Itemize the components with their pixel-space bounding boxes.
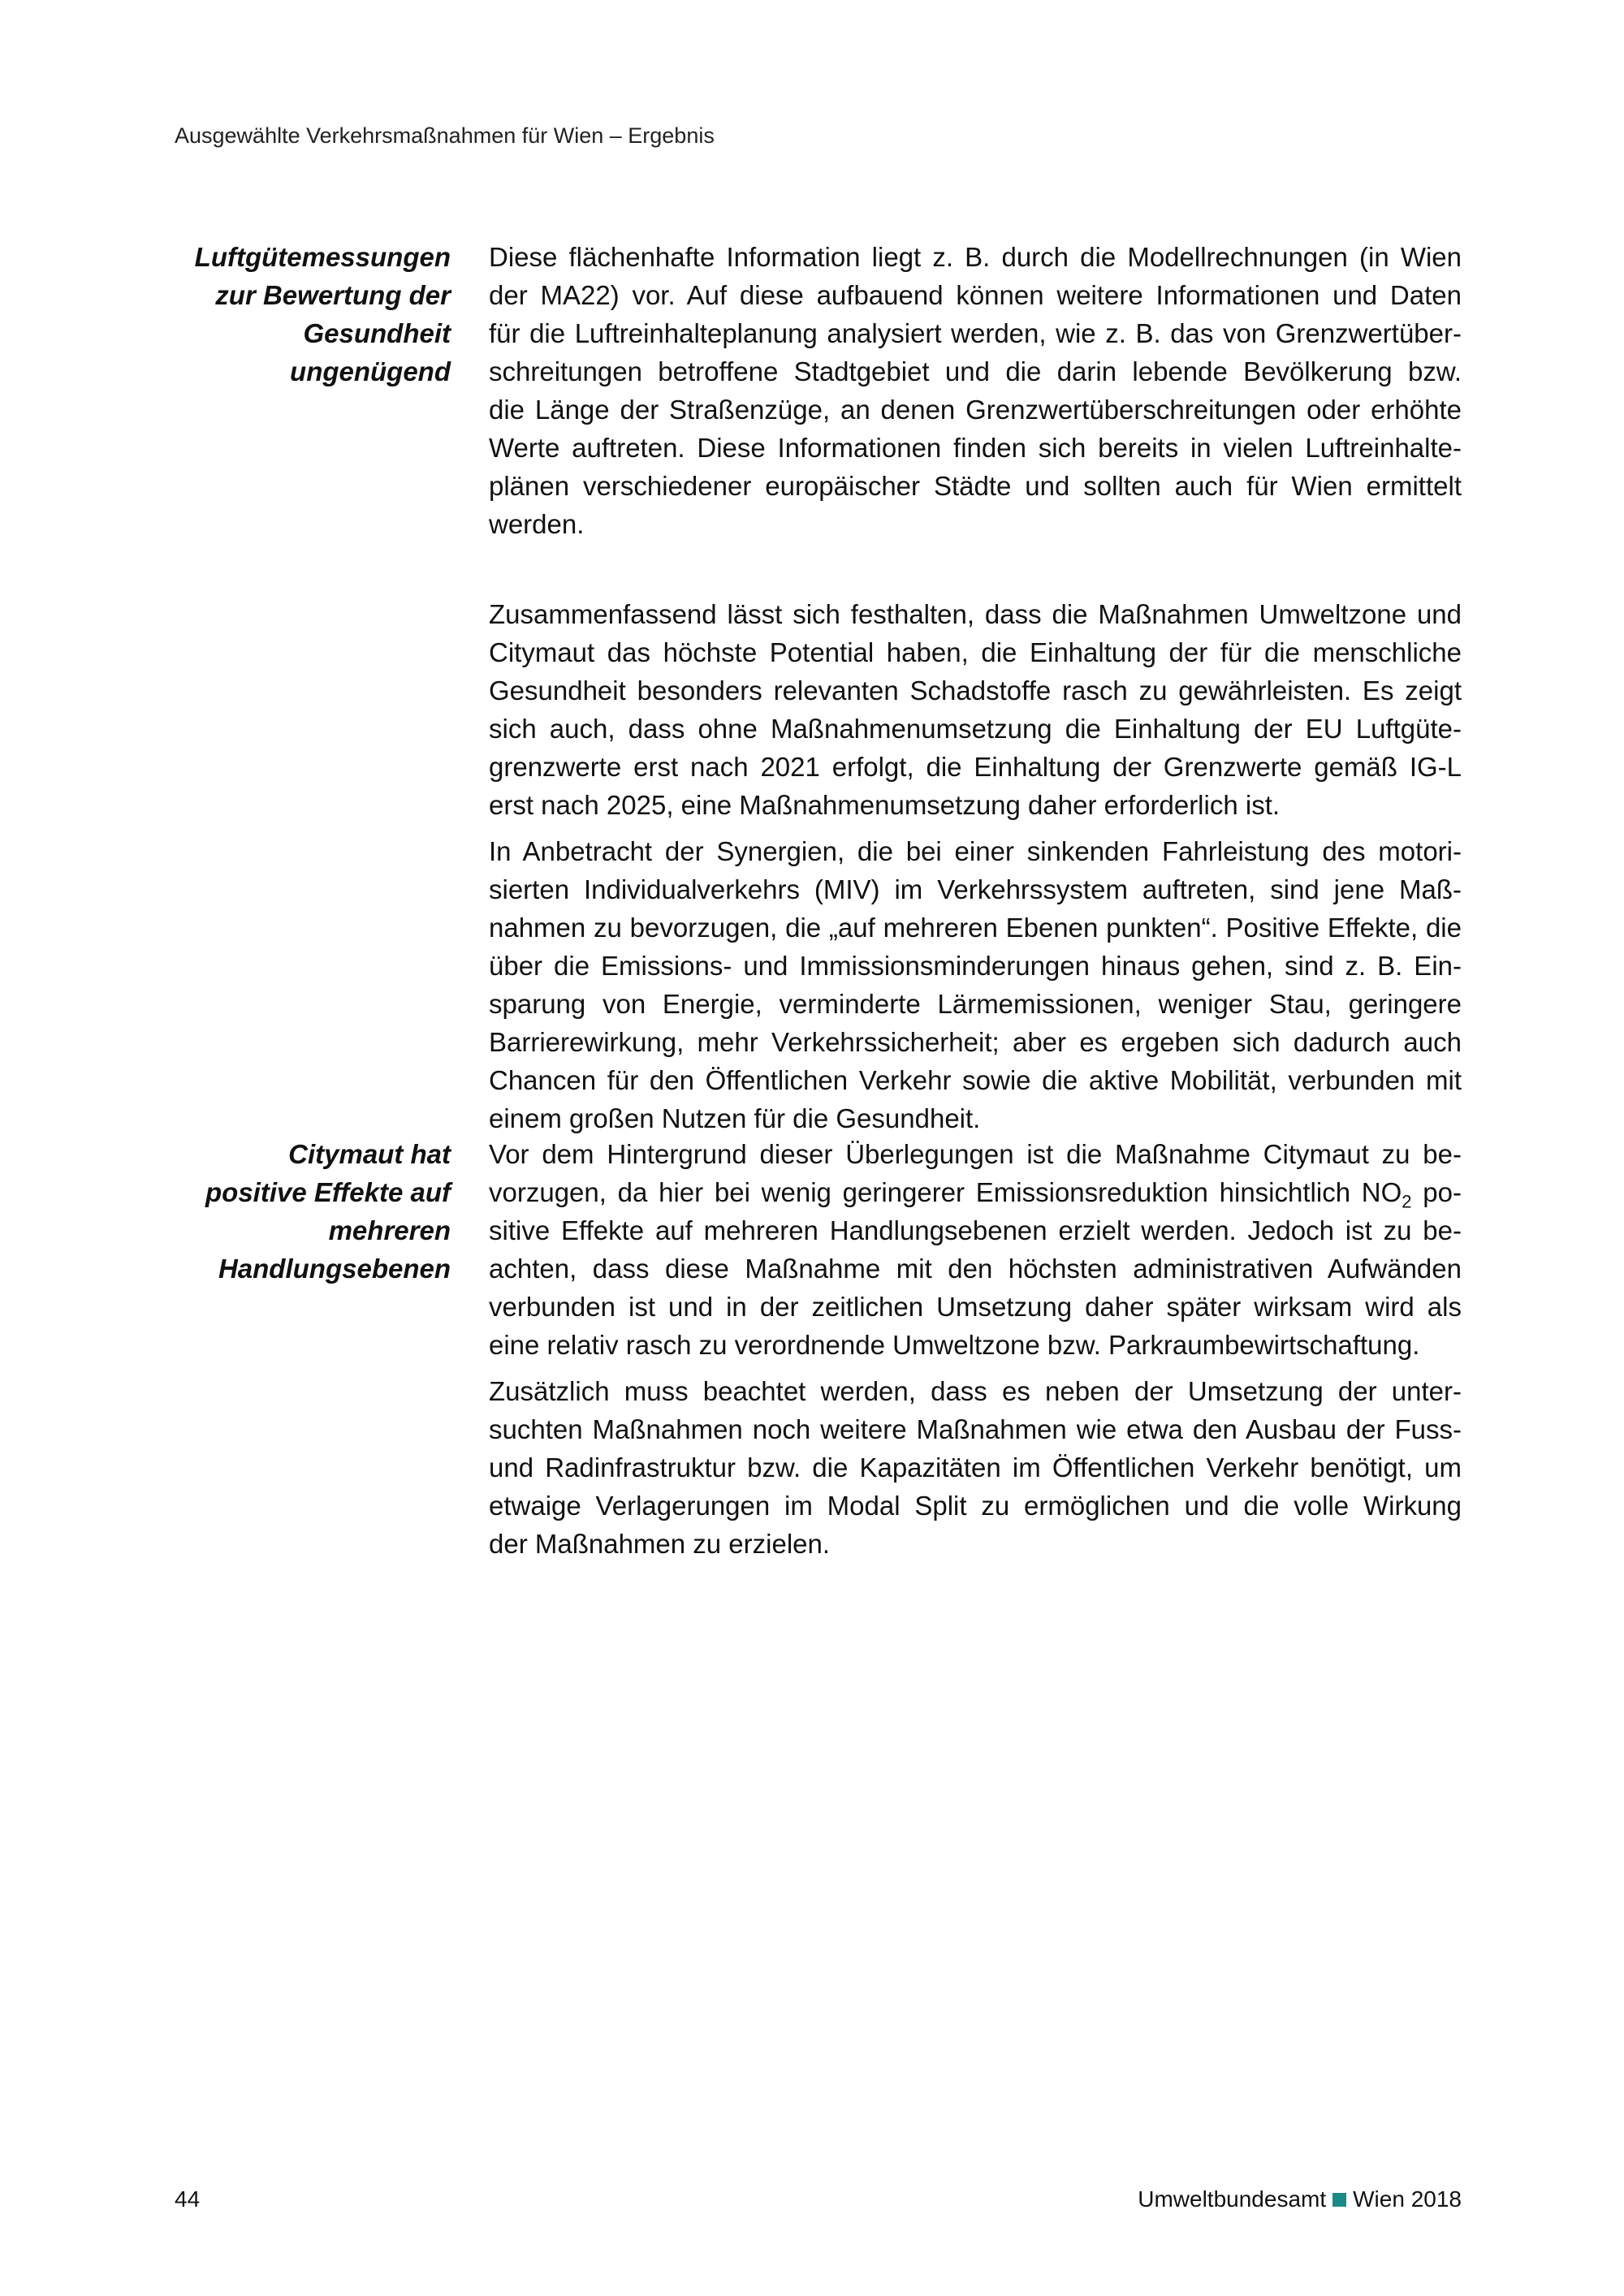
text-line: erst nach 2025, eine Maßnahmenumsetzung daher erforderlich ist.: [489, 790, 1281, 820]
text-line: Zusätzlich muss beachtet werden, dass es neben der Umsetzung der unter-: [489, 1376, 1462, 1406]
margin-note-line: Gesundheit: [303, 318, 451, 348]
text-line: grenzwerte erst nach 2021 erfolgt, die Einhaltung der Grenzwerte gemäß IG-L: [489, 752, 1462, 782]
text-line: Citymaut das höchste Potential haben, die Einhaltung der für die menschliche: [489, 637, 1462, 667]
footer-publisher: [1138, 2186, 1462, 2212]
margin-note-line: Luftgütemessungen: [194, 242, 451, 272]
paragraph-1: [489, 238, 1462, 543]
edition-label: Wien 2018: [1353, 2186, 1462, 2212]
text-line: sitive Effekte auf mehreren Handlungsebenen erzielt werden. Jedoch ist zu be-: [489, 1215, 1462, 1245]
margin-note-line: Handlungsebenen: [218, 1254, 451, 1284]
publisher-name: Umweltbundesamt: [1138, 2186, 1327, 2212]
square-bullet-icon: [1332, 2193, 1346, 2207]
text-line: nahmen zu bevorzugen, die „auf mehreren Ebenen punkten“. Positive Effekte, die: [489, 913, 1462, 943]
text-line: plänen verschiedener europäischer Städte und sollten auch für Wien ermittelt: [489, 471, 1462, 501]
text-line: schreitungen betroffene Stadtgebiet und die darin lebende Bevölkerung bzw.: [489, 356, 1462, 386]
running-header: Ausgewählte Verkehrsmaßnahmen für Wien – Ergebnis: [175, 123, 715, 148]
text-fragment: po-: [1411, 1177, 1462, 1207]
text-line: eine relativ rasch zu verordnende Umweltzone bzw. Parkraumbewirtschaftung.: [489, 1330, 1420, 1360]
text-line: für die Luftreinhalteplanung analysiert werden, wie z. B. das von Grenzwertüber-: [489, 318, 1462, 348]
margin-note-line: ungenügend: [290, 356, 451, 386]
text-line: achten, dass diese Maßnahme mit den höchsten administrativen Aufwänden: [489, 1254, 1462, 1284]
margin-note-line: mehreren: [328, 1215, 451, 1245]
text-line: sparung von Energie, verminderte Lärmemissionen, weniger Stau, geringere: [489, 989, 1462, 1019]
text-fragment: vorzugen, da hier bei wenig geringerer Emissionsreduktion hinsichtlich NO: [489, 1177, 1402, 1207]
text-line-with-subscript: [489, 1173, 1462, 1211]
text-line: In Anbetracht der Synergien, die bei einer sinkenden Fahrleistung des motori-: [489, 836, 1462, 866]
text-line: suchten Maßnahmen noch weitere Maßnahmen wie etwa den Ausbau der Fuss-: [489, 1414, 1462, 1444]
text-line: verbunden ist und in der zeitlichen Umsetzung daher später wirksam wird als: [489, 1292, 1462, 1322]
text-line: sierten Individualverkehrs (MIV) im Verkehrssystem auftreten, sind jene Maß-: [489, 874, 1462, 904]
paragraph-4: [489, 1135, 1462, 1364]
paragraph-5: [489, 1372, 1462, 1563]
paragraph-2: [489, 595, 1462, 824]
text-line: über die Emissions- und Immissionsminderungen hinaus gehen, sind z. B. Ein-: [489, 951, 1462, 981]
text-line: die Länge der Straßenzüge, an denen Grenzwertüberschreitungen oder erhöhte: [489, 395, 1462, 425]
margin-note-citymaut: [130, 1135, 451, 1288]
text-line: der MA22) vor. Auf diese aufbauend können weitere Informationen und Daten: [489, 280, 1462, 310]
text-line: werden.: [489, 509, 585, 539]
text-line: Zusammenfassend lässt sich festhalten, dass die Maßnahmen Umweltzone und: [489, 599, 1462, 629]
text-line: Diese flächenhafte Information liegt z. B. durch die Modellrechnungen (in Wien: [489, 242, 1462, 272]
margin-note-line: positive Effekte auf: [205, 1177, 451, 1207]
paragraph-3: [489, 832, 1462, 1137]
text-line: Vor dem Hintergrund dieser Überlegungen ist die Maßnahme Citymaut zu be-: [489, 1139, 1462, 1169]
text-line: etwaige Verlagerungen im Modal Split zu ermöglichen und die volle Wirkung: [489, 1491, 1462, 1521]
text-line: der Maßnahmen zu erzielen.: [489, 1529, 831, 1559]
text-line: sich auch, dass ohne Maßnahmenumsetzung die Einhaltung der EU Luftgüte-: [489, 714, 1462, 744]
text-line: und Radinfrastruktur bzw. die Kapazitäten im Öffentlichen Verkehr benötigt, um: [489, 1452, 1462, 1482]
text-line: Gesundheit besonders relevanten Schadstoffe rasch zu gewährleisten. Es zeigt: [489, 675, 1462, 706]
text-line: Chancen für den Öffentlichen Verkehr sowie die aktive Mobilität, verbunden mit: [489, 1065, 1462, 1095]
margin-note-line: zur Bewertung der: [215, 280, 451, 310]
subscript: 2: [1402, 1191, 1412, 1212]
text-line: Barrierewirkung, mehr Verkehrssicherheit; aber es ergeben sich dadurch auch: [489, 1027, 1462, 1057]
page-number: 44: [175, 2186, 201, 2212]
text-line: Werte auftreten. Diese Informationen finden sich bereits in vielen Luftreinhalte-: [489, 433, 1462, 463]
margin-note-air-quality: [130, 238, 451, 391]
text-line: einem großen Nutzen für die Gesundheit.: [489, 1103, 981, 1133]
margin-note-line: Citymaut hat: [288, 1139, 451, 1169]
